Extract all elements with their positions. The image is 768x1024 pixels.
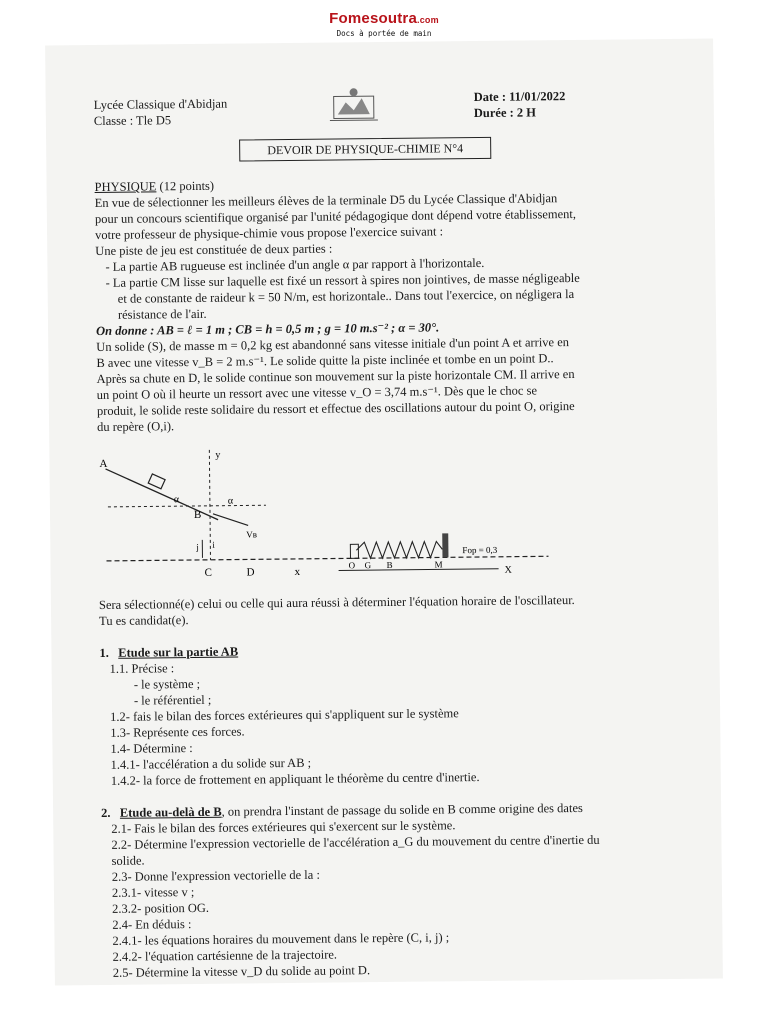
selection-text: Tu es candidat(e). — [99, 613, 189, 628]
question: 2.2- Détermine l'expression vectorielle de l'accélération a_G du mouvement du centre d'inertie du — [111, 832, 600, 852]
label-d: D — [246, 566, 255, 579]
label-a: A — [99, 457, 108, 470]
part2-heading: 2. Etude au-delà de B, on prendra l'instant de passage du solide en B comme origine des dates — [101, 800, 583, 820]
question: solide. — [111, 853, 145, 868]
question: 1.3- Représente ces forces. — [110, 724, 245, 740]
exam-duration: Durée : 2 H — [473, 105, 537, 121]
section-heading: PHYSIQUE (12 points) — [94, 178, 215, 195]
question: 1.1. Précise : — [109, 661, 175, 676]
oscillator-block — [350, 544, 358, 558]
exam-date: Date : 11/01/2022 — [473, 89, 566, 105]
part-cm-text: résistance de l'air. — [117, 306, 207, 322]
question: 2.3.1- vitesse v ; — [111, 885, 195, 900]
question: 2.1- Fais le bilan des forces extérieures qui s'exercent sur le système. — [111, 818, 456, 836]
solid-text: un point O où il heurte un ressort avec une vitesse v_O = 3,74 m.s⁻¹. Dès que le choc se — [96, 383, 538, 403]
label-j: j — [196, 541, 199, 552]
spring — [356, 541, 442, 558]
label-alpha: α — [173, 494, 180, 506]
label-fop: Fop = 0,3 — [462, 544, 498, 556]
question: 2.5- Détermine la vitesse v_D du solide au point D. — [112, 963, 371, 980]
label-o: O — [348, 560, 356, 571]
question: - le référentiel ; — [133, 692, 212, 708]
part-cm-text: - La partie CM lisse sur laquelle est fixé un ressort à spires non jointives, de masse négligeable — [105, 270, 580, 290]
solid-text: produit, le solide reste solidaire du ressort et effectue des oscillations autour du point O, origine — [96, 398, 575, 419]
exam-sheet — [45, 39, 723, 986]
school-emblem-icon — [324, 84, 384, 129]
class-name: Classe : Tle D5 — [93, 113, 172, 129]
given-values: On donne : AB = ℓ = 1 m ; CB = h = 0,5 m ; g = 10 m.s⁻² ; α = 30°. — [96, 320, 440, 339]
label-b-2: B — [386, 559, 393, 570]
exam-body — [94, 173, 672, 981]
part-ab-text: - La partie AB rugueuse est inclinée d'un angle α par rapport à l'horizontale. — [105, 255, 485, 274]
part1-heading: 1. Etude sur la partie AB — [99, 644, 239, 660]
label-g: G — [364, 560, 372, 571]
label-x-2: X — [504, 564, 512, 576]
solid-block — [148, 474, 165, 489]
solid-text: du repère (O,i). — [97, 419, 175, 434]
solid-text: Un solide (S), de masse m = 0,2 kg est abandonné sans vitesse initiale d'un point A et arrive en — [96, 335, 570, 355]
wall — [442, 533, 448, 557]
intro-line: En vue de sélectionner les meilleurs élèves de la terminale D5 du Lycée Classique d'Abidjan — [94, 191, 558, 211]
intro-line: votre professeur de physique-chimie vous propose l'exercice suivant : — [95, 224, 444, 243]
solid-text: B avec une vitesse v_B = 2 m.s⁻¹. Le solide quitte la piste inclinée et tombe en un point D.. — [96, 351, 554, 371]
question: 2.4.1- les équations horaires du mouvement dans le repère (C, i, j) ; — [112, 930, 450, 948]
question: 2.3- Donne l'expression vectorielle de la : — [111, 867, 320, 884]
selection-text: Sera sélectionné(e) celui ou celle qui aura réussi à déterminer l'équation horaire de l'oscillateur. — [98, 593, 575, 612]
label-x: x — [294, 565, 301, 578]
track-intro: Une piste de jeu est constituée de deux parties : — [95, 241, 333, 259]
question: 1.4.2- la force de frottement en appliquant le théorème du centre d'inertie. — [110, 770, 480, 788]
label-m: M — [434, 559, 443, 570]
brand-logo[interactable]: Fomesoutra.com — [329, 10, 439, 27]
exam-title: DEVOIR DE PHYSIQUE-CHIMIE N°4 — [239, 137, 491, 162]
question: 1.4.1- l'accélération a du solide sur AB ; — [110, 755, 312, 772]
school-name: Lycée Classique d'Abidjan — [93, 96, 228, 113]
intro-line: pour un concours scientifique organisé par l'unité pédagogique dont dépend votre établissement, — [94, 206, 577, 227]
label-vb: Vʙ — [246, 529, 258, 540]
label-alpha-2: α — [227, 495, 234, 507]
question: 1.2- fais le bilan des forces extérieures qui s'appliquent sur le système — [110, 706, 459, 724]
question: 2.3.2- position OG. — [112, 900, 210, 916]
part-cm-text: et de constante de raideur k = 50 N/m, est horizontale.. Dans tout l'exercice, on négligera la — [117, 286, 575, 306]
label-y: y — [215, 449, 221, 461]
question: - le système ; — [133, 676, 201, 692]
exam-meta — [474, 88, 566, 121]
label-i: i — [212, 539, 215, 550]
label-b: B — [193, 508, 202, 521]
school-header — [94, 96, 228, 129]
question: 2.4- En déduis : — [112, 917, 192, 932]
brand-tagline: Docs à portée de main — [336, 29, 432, 38]
question: 2.4.2- l'équation cartésienne de la trajectoire. — [112, 947, 338, 964]
site-brand — [0, 10, 768, 38]
solid-text: Après sa chute en D, le solide continue son mouvement sur la piste horizontale CM. Il arrive en — [96, 366, 575, 387]
label-c: C — [204, 566, 213, 579]
question: 1.4- Détermine : — [110, 741, 193, 756]
track-diagram — [97, 435, 659, 591]
